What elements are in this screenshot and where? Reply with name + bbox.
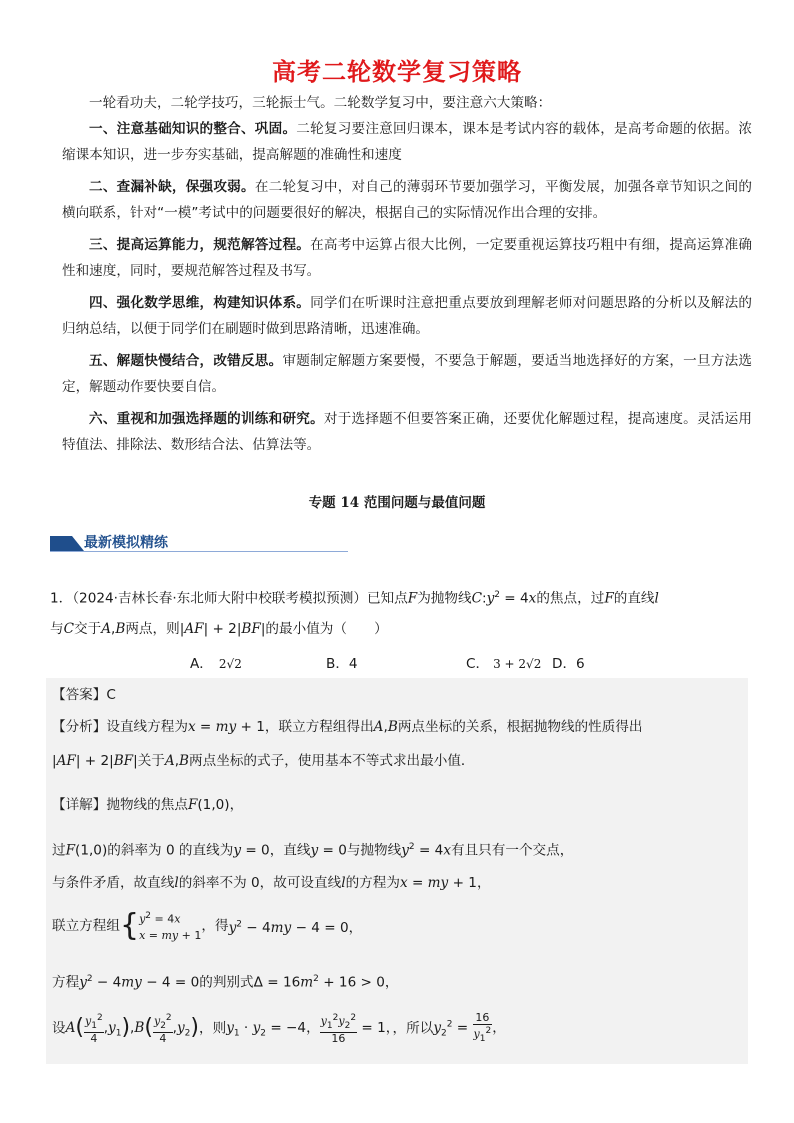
strategy-heading: 四、强化数学思维，构建知识体系。 (89, 295, 311, 311)
option-label: B．4 (326, 656, 358, 672)
option-c[interactable]: C． 3 + 2√2 (466, 656, 542, 672)
detail-text: ，直线 (269, 842, 311, 859)
topic-title: 专题 14 范围问题与最值问题 (308, 495, 486, 511)
strategy-heading: 三、提高运算能力，规范解答过程。 (89, 237, 311, 253)
strategy-body: 在二轮复习中，对自己的薄弱环节要加强学习，平衡发展，加强各章节知识之间的横向联系，针对“一模”考试中的问题要很好的解决，根据自己的实际情况作出合理的安排。 (62, 179, 753, 221)
detail-text: 的斜率为 0 的直线为 (107, 842, 234, 859)
strategy-heading: 二、查漏补缺，保强攻弱。 (89, 179, 255, 195)
detail-text: 抛物线的焦点 (106, 797, 188, 813)
analysis-text: ，联立方程组得出 (264, 719, 374, 735)
strategy-heading: 一、注意基础知识的整合、巩固。 (89, 121, 297, 137)
question-line-2: 与C交于A,B两点，则|AF| + 2|BF|的最小值为（ ） (50, 621, 388, 637)
analysis-line-2: |AF| + 2|BF|关于A,B两点坐标的式子，使用基本不等式求出最小值． (52, 753, 475, 769)
option-b[interactable] (326, 654, 358, 674)
option-label: A． (190, 656, 213, 672)
section-label: 最新模拟精练 (84, 535, 168, 551)
option-label: D．6 (552, 656, 585, 672)
strategy-body: 同学们在听课时注意把重点要放到理解老师对问题思路的分析以及解法的归纳总结，以便于同学们在刷题时做到思路清晰，迅速准确。 (62, 295, 753, 337)
detail-text: ，所以 (392, 1020, 434, 1037)
analysis-label: 【分析】 (52, 719, 107, 735)
question-number: 1． (50, 590, 73, 607)
detail-line-4: 联立方程组{ $y^2 = 4x$ x = my + 1 ，得$y^2 - 4my - 4 = 0$， (52, 907, 363, 943)
section-header (50, 536, 348, 552)
detail-line-5: 方程$y^2 - 4my - 4 = 0$的判别式$\Delta = 16m^2 + 16 > 0$， (52, 974, 399, 991)
question-text: 为抛物线 (417, 590, 472, 607)
question-text: 的焦点，过 (536, 590, 605, 607)
strategy-paragraph-6 (62, 406, 752, 458)
analysis-text: 关于 (137, 753, 165, 769)
answer-line: 【答案】C (52, 687, 116, 703)
question-text: 已知点 (366, 590, 408, 607)
question-text: 交于 (74, 621, 102, 637)
strategy-paragraph-2 (62, 174, 752, 226)
question-line-1: 1．（2024·吉林长春·东北师大附中校联考模拟预测）已知点F为抛物线$C:y^2 = 4x$的焦点，过F的直线l (50, 590, 659, 607)
intro-paragraph: 一轮看功夫，二轮学技巧，三轮振士气。二轮数学复习中，要注意六大策略： (89, 95, 552, 111)
analysis-text: 两点坐标的关系，根据抛物线的性质得出 (397, 719, 643, 735)
detail-text: 的判别式 (199, 974, 254, 991)
detail-text: 与条件矛盾，故直线 (52, 875, 175, 891)
question-text: 两点，则 (125, 621, 180, 637)
question-text: 的最小值为（ ） (265, 621, 388, 637)
analysis-line-1: 【分析】设直线方程为x = my + 1，联立方程组得出A,B两点坐标的关系，根据抛物线的性质得出 (52, 719, 643, 735)
detail-line-6: 设A( $\frac{y_1^2}{4}$ $,y_1),B$( $\frac{y_2^2}{4}$ $,y_2$)，则$y_1 \cdot y_2 = -4$， $\frac{y_1^2y_2^2}{16}$ = 1，，所以$y_2^2$ = $\frac{16}{y_1^2}$ ， (52, 1011, 506, 1045)
strategy-heading: 六、重视和加强选择题的训练和研究。 (89, 411, 324, 427)
strategy-heading: 五、解题快慢结合，改错反思。 (89, 353, 283, 369)
detail-text: 过 (52, 842, 66, 859)
question-text: 的直线 (613, 590, 655, 607)
detail-text: ，则 (199, 1020, 227, 1037)
option-label: C． (466, 656, 490, 672)
strategy-body: 在高考中运算占很大比例，一定要重视运算技巧粗中有细，提高运算准确性和速度，同时，要规范解答过程及书写。 (62, 237, 753, 279)
question-source: （2024·吉林长春·东北师大附中校联考模拟预测） (72, 590, 367, 607)
analysis-text: 两点坐标的式子，使用基本不等式求出最小值． (189, 753, 475, 769)
detail-label: 【详解】 (52, 797, 107, 813)
page-title: 高考二轮数学复习策略 (272, 58, 522, 86)
option-d[interactable] (552, 654, 585, 674)
detail-line-2: 过F(1,0)的斜率为 0 的直线为y = 0，直线y = 0与抛物线$y^2 = 4x$有且只有一个交点， (52, 842, 574, 859)
detail-text: 方程 (52, 974, 80, 991)
strategy-body: 对于选择题不但要答案正确，还要优化解题过程，提高速度。灵活运用特值法、排除法、数形结合法、估算法等。 (62, 411, 752, 453)
analysis-text: 设直线方程为 (106, 719, 188, 735)
option-a[interactable]: A． 2√2 (190, 656, 242, 672)
detail-text: 的方程为 (345, 875, 400, 891)
detail-line-3: 与条件矛盾，故直线l的斜率不为 0，故可设直线l的方程为x = my + 1， (52, 875, 491, 891)
detail-text: 有且只有一个交点， (451, 842, 574, 859)
question-text: 与 (50, 621, 64, 637)
strategy-paragraph-3 (62, 232, 752, 284)
equation-system: { $y^2 = 4x$ x = my + 1 (119, 907, 202, 943)
detail-text: 与抛物线 (346, 842, 402, 859)
section-rule (50, 551, 348, 552)
detail-text: 设 (52, 1020, 66, 1037)
strategy-body: 审题制定解题方案要慢，不要急于解题，要适当地选择好的方案，一旦方法选定，解题动作要快要自信。 (62, 353, 753, 395)
section-banner-icon (50, 536, 84, 551)
strategy-paragraph-5 (62, 348, 752, 400)
detail-line-1: 【详解】抛物线的焦点F(1,0)， (52, 797, 244, 813)
detail-text: 的斜率不为 0，故可设直线 (178, 875, 342, 891)
strategy-body: 二轮复习要注意回归课本，课本是考试内容的载体，是高考命题的依据。浓缩课本知识，进一步夯实基础，提高解题的准确性和速度 (62, 121, 753, 163)
detail-text: ，得 (201, 917, 229, 934)
strategy-paragraph-1 (62, 116, 752, 168)
strategy-paragraph-4 (62, 290, 752, 342)
detail-text: 联立方程组 (52, 917, 120, 934)
